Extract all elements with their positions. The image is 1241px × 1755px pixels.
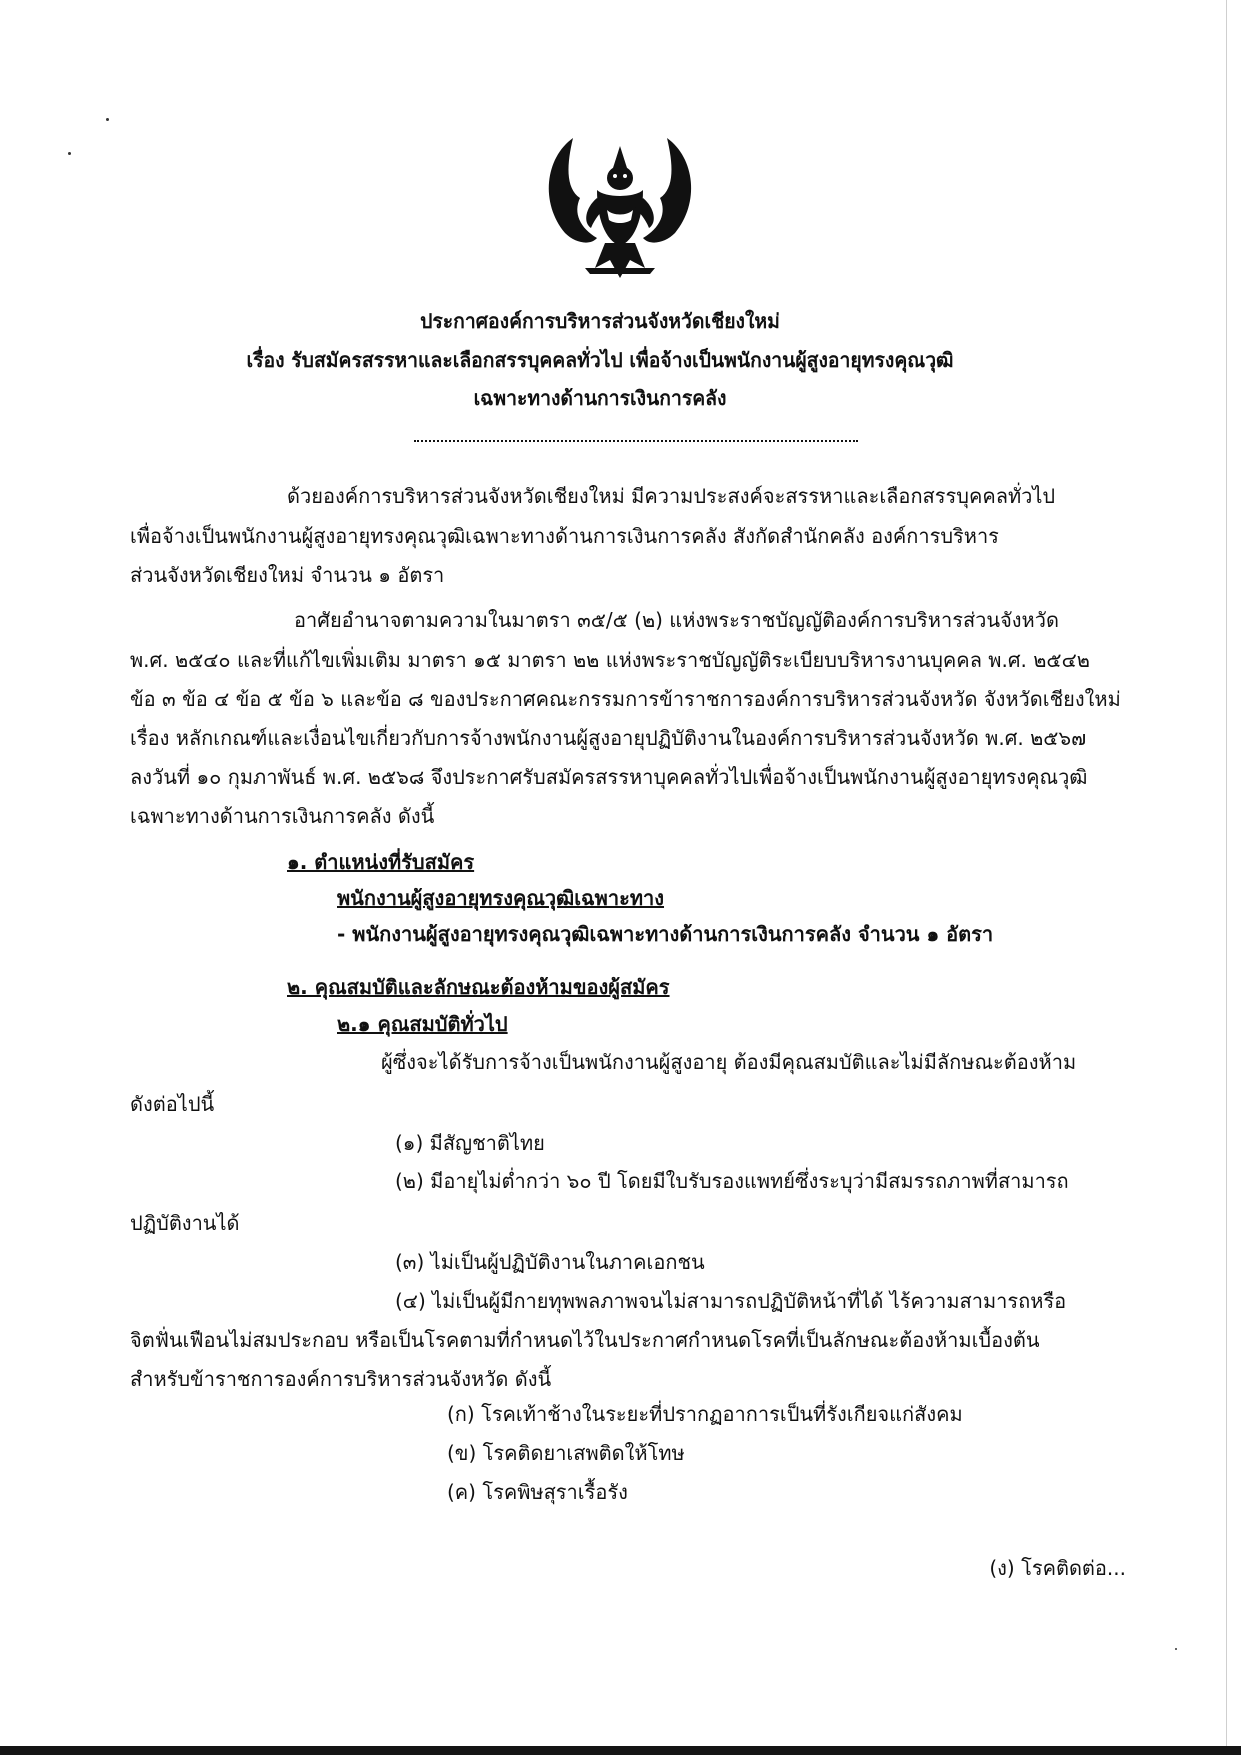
- authority-line-1: อาศัยอำนาจตามความในมาตรา ๓๕/๕ (๒) แห่งพระราชบัญญัติองค์การบริหารส่วนจังหวัด: [294, 608, 1059, 632]
- section-2-lead: ผู้ซึ่งจะได้รับการจ้างเป็นพนักงานผู้สูงอายุ ต้องมีคุณสมบัติและไม่มีลักษณะต้องห้าม: [381, 1050, 1077, 1074]
- section-1-subheading: พนักงานผู้สูงอายุทรงคุณวุฒิเฉพาะทาง: [337, 886, 665, 910]
- scan-right-edge: [1226, 0, 1227, 1755]
- intro-line-1: ด้วยองค์การบริหารส่วนจังหวัดเชียงใหม่ มีความประสงค์จะสรรหาและเลือกสรรบุคคลทั่วไป: [287, 484, 1056, 508]
- intro-line-3: ส่วนจังหวัดเชียงใหม่ จำนวน ๑ อัตรา: [130, 563, 445, 587]
- garuda-emblem: [535, 128, 705, 288]
- authority-line-4: เรื่อง หลักเกณฑ์และเงื่อนไขเกี่ยวกับการจ้างพนักงานผู้สูงอายุปฏิบัติงานในองค์การบริหารส่วนจังหวัด พ.ศ. ๒๕๖๗: [130, 726, 1087, 750]
- authority-line-6: เฉพาะทางด้านการเงินการคลัง ดังนี้: [130, 804, 435, 828]
- section-2-lead-continued: ดังต่อไปนี้: [130, 1092, 215, 1116]
- section-1-heading: ๑. ตำแหน่งที่รับสมัคร: [287, 850, 475, 874]
- page-continuation: (ง) โรคติดต่อ...: [989, 1556, 1126, 1580]
- qualification-item-1: (๑) มีสัญชาติไทย: [395, 1131, 545, 1155]
- announcement-title: ประกาศองค์การบริหารส่วนจังหวัดเชียงใหม่: [420, 309, 780, 333]
- qualification-item-2-continued: ปฏิบัติงานได้: [130, 1211, 240, 1235]
- title-separator: [414, 440, 858, 442]
- authority-line-3: ข้อ ๓ ข้อ ๔ ข้อ ๕ ข้อ ๖ และข้อ ๘ ของประกาศคณะกรรมการข้าราชการองค์การบริหารส่วนจังหวัด จังหวัดเชียงใหม่: [130, 687, 1121, 711]
- section-2-heading: ๒. คุณสมบัติและลักษณะต้องห้ามของผู้สมัคร: [287, 975, 670, 999]
- authority-line-5: ลงวันที่ ๑๐ กุมภาพันธ์ พ.ศ. ๒๕๖๘ จึงประกาศรับสมัครสรรหาบุคคลทั่วไปเพื่อจ้างเป็นพนักงานผู้สูงอายุทรงคุณวุฒิ: [130, 765, 1088, 789]
- section-1-position-item: - พนักงานผู้สูงอายุทรงคุณวุฒิเฉพาะทางด้านการเงินการคลัง จำนวน ๑ อัตรา: [337, 922, 994, 946]
- qualification-item-3: (๓) ไม่เป็นผู้ปฏิบัติงานในภาคเอกชน: [395, 1250, 705, 1274]
- qualification-item-4-continued-2: สำหรับข้าราชการองค์การบริหารส่วนจังหวัด ดังนี้: [130, 1367, 552, 1391]
- announcement-subject: เรื่อง รับสมัครสรรหาและเลือกสรรบุคคลทั่วไป เพื่อจ้างเป็นพนักงานผู้สูงอายุทรงคุณวุฒิ: [246, 348, 954, 372]
- intro-line-2: เพื่อจ้างเป็นพนักงานผู้สูงอายุทรงคุณวุฒิเฉพาะทางด้านการเงินการคลัง สังกัดสำนักคลัง องค์การบริหาร: [130, 524, 999, 548]
- scan-speck: [68, 152, 71, 155]
- scan-speck: [106, 118, 109, 121]
- authority-line-2: พ.ศ. ๒๕๔๐ และที่แก้ไขเพิ่มเติม มาตรา ๑๕ มาตรา ๒๒ แห่งพระราชบัญญัติระเบียบบริหารงานบุคคล พ.ศ. ๒๕๔๒: [130, 648, 1090, 672]
- qualification-item-2: (๒) มีอายุไม่ต่ำกว่า ๖๐ ปี โดยมีใบรับรองแพทย์ซึ่งระบุว่ามีสมรรถภาพที่สามารถ: [395, 1169, 1069, 1193]
- qualification-item-4-continued-1: จิตฟั่นเฟือนไม่สมประกอบ หรือเป็นโรคตามที่กำหนดไว้ในประกาศกำหนดโรคที่เป็นลักษณะต้องห้ามเบื้องต้น: [130, 1328, 1040, 1352]
- section-2-1-subheading: ๒.๑ คุณสมบัติทั่วไป: [337, 1012, 508, 1036]
- announcement-subject-continued: เฉพาะทางด้านการเงินการคลัง: [473, 386, 727, 410]
- disease-item-c: (ค) โรคพิษสุราเรื้อรัง: [447, 1480, 628, 1504]
- disease-item-a: (ก) โรคเท้าช้างในระยะที่ปรากฏอาการเป็นที่รังเกียจแก่สังคม: [447, 1402, 963, 1426]
- scan-bottom-edge: [0, 1746, 1241, 1755]
- qualification-item-4: (๔) ไม่เป็นผู้มีกายทุพพลภาพจนไม่สามารถปฏิบัติหน้าที่ได้ ไร้ความสามารถหรือ: [395, 1289, 1067, 1313]
- disease-item-b: (ข) โรคติดยาเสพติดให้โทษ: [447, 1441, 685, 1465]
- scan-speck: [1175, 1648, 1177, 1650]
